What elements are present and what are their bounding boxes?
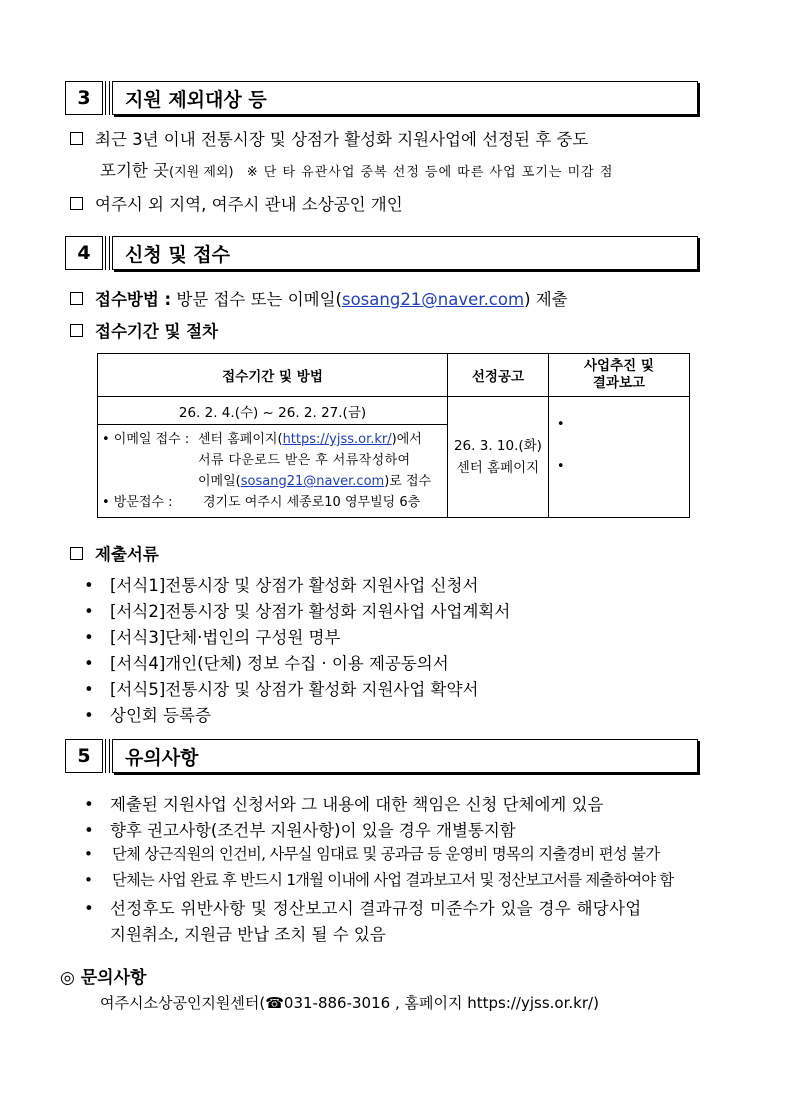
divider — [105, 236, 110, 270]
email-line-1 — [198, 429, 422, 450]
docs-heading — [70, 541, 159, 565]
square-bullet-icon — [70, 292, 83, 305]
submission-table — [97, 353, 690, 518]
contact-line: 여주시소상공인지원센터(☎031-886-3016 , 홈페이지 https://yjss.or.kr/) — [100, 994, 599, 1012]
list-item: • 향후 권고사항(조건부 지원사항)이 있을 경우 개별통지함 — [84, 821, 516, 840]
exclusion-item-1 — [70, 126, 588, 150]
list-item: • [서식3]단체·법인의 구성원 명부 — [84, 628, 341, 647]
exclusion-item-2 — [70, 191, 403, 215]
doc-text: [서식4]개인(단체) 정보 수집 · 이용 제공동의서 — [110, 654, 449, 673]
announcement-cell — [448, 397, 549, 518]
method-details — [98, 425, 447, 517]
text: 이메일( — [198, 474, 241, 489]
doc-text: [서식1]전통시장 및 상점가 활성화 지원사업 신청서 — [110, 576, 479, 595]
announce-date: 26. 3. 10.(화) — [453, 438, 542, 454]
doc-text: [서식2]전통시장 및 상점가 활성화 지원사업 사업계획서 — [110, 602, 511, 621]
item-text: 최근 3년 이내 전통시장 및 상점가 활성화 지원사업에 선정된 후 중도 — [95, 130, 589, 149]
text: )로 접수 — [384, 474, 432, 489]
email-link[interactable]: sosang21@naver.com — [341, 290, 525, 309]
divider — [105, 81, 110, 115]
exclusion-item-1-cont — [100, 157, 613, 181]
list-item: • 단체 상근직원의 인건비, 사무실 임대료 및 공과금 등 운영비 명목의 지출경비 편성 불가 — [84, 845, 660, 863]
note-text: 향후 권고사항(조건부 지원사항)이 있을 경우 개별통지함 — [110, 821, 516, 840]
table-header: 접수기간 및 방법 — [98, 354, 448, 397]
note-text: 단체 상근직원의 인건비, 사무실 임대료 및 공과금 등 운영비 명목의 지출경비 편성 불가 — [112, 845, 660, 863]
section-title: 유의사항 — [112, 739, 698, 773]
divider — [105, 739, 110, 773]
section-title: 신청 및 접수 — [112, 236, 698, 270]
method-cell — [98, 397, 448, 518]
table-header: 사업추진 및 결과보고 — [548, 354, 689, 397]
doc-text: [서식5]전통시장 및 상점가 활성화 지원사업 확약서 — [110, 680, 479, 699]
item-text: 여주시 외 지역, 여주시 관내 소상공인 개인 — [95, 195, 403, 214]
email-link[interactable]: sosang21@naver.com — [240, 474, 385, 489]
submission-method — [70, 286, 568, 310]
table-header: 선정공고 — [448, 354, 549, 397]
table-row — [98, 397, 690, 518]
text: )에서 — [391, 432, 422, 447]
period-text: 26. 2. 4.(수) ~ 26. 2. 27.(금) — [98, 397, 447, 425]
announce-place: 센터 홈페이지 — [456, 460, 540, 476]
method-text: 방문 접수 또는 이메일( — [176, 290, 342, 309]
list-item: • 단체는 사업 완료 후 반드시 1개월 이내에 사업 결과보고서 및 정산보고서를 제출하여야 함 — [84, 871, 674, 889]
item-note: ※ 단 타 유관사업 중복 선정 등에 따른 사업 포기는 미감 점 — [246, 165, 614, 180]
list-item: • [서식2]전통시장 및 상점가 활성화 지원사업 사업계획서 — [84, 602, 511, 621]
email-label: • 이메일 접수 : — [102, 432, 190, 447]
note-text: 선정후도 위반사항 및 정산보고시 결과규정 미준수가 있을 경우 해당사업 — [110, 899, 642, 918]
email-line-3 — [198, 471, 431, 492]
list-item: • [서식5]전통시장 및 상점가 활성화 지원사업 확약서 — [84, 680, 479, 699]
list-item: • [서식1]전통시장 및 상점가 활성화 지원사업 신청서 — [84, 576, 479, 595]
list-item: • 제출된 지원사업 신청서와 그 내용에 대한 책임은 신청 단체에게 있음 — [84, 795, 604, 814]
bullet: • — [556, 417, 565, 432]
square-bullet-icon — [70, 547, 83, 560]
section-number: 3 — [65, 81, 103, 115]
square-bullet-icon — [70, 197, 83, 210]
note-text: 지원취소, 지원금 반납 조치 될 수 있음 — [110, 925, 386, 944]
square-bullet-icon — [70, 324, 83, 337]
heading-text: 제출서류 — [95, 545, 159, 564]
email-line-2: 서류 다운로드 받은 후 서류작성하여 — [198, 453, 411, 468]
square-bullet-icon — [70, 132, 83, 145]
doc-text: 상인회 등록증 — [110, 706, 211, 725]
note-text: 제출된 지원사업 신청서와 그 내용에 대한 책임은 신청 단체에게 있음 — [110, 795, 604, 814]
item-paren: (지원 제외) — [169, 165, 234, 180]
bullet: • — [556, 459, 565, 474]
list-item-cont — [110, 921, 386, 945]
list-item: • 선정후도 위반사항 및 정산보고시 결과규정 미준수가 있을 경우 해당사업 — [84, 899, 642, 918]
section-number: 4 — [65, 236, 103, 270]
doc-text: [서식3]단체·법인의 구성원 명부 — [110, 628, 341, 647]
homepage-link[interactable]: https://yjss.or.kr/ — [282, 432, 392, 447]
table-header-row — [98, 354, 690, 397]
item-text: 포기한 곳 — [100, 161, 170, 180]
text: 센터 홈페이지( — [198, 432, 283, 447]
method-label: 접수방법 : — [95, 290, 172, 309]
heading-text: 접수기간 및 절차 — [95, 322, 219, 341]
visit-text: 경기도 여주시 세종로10 영무빌딩 6층 — [203, 495, 421, 510]
section-number: 5 — [65, 739, 103, 773]
method-text-end: ) 제출 — [524, 290, 568, 309]
list-item: • [서식4]개인(단체) 정보 수집 · 이용 제공동의서 — [84, 654, 449, 673]
section-title: 지원 제외대상 등 — [112, 81, 698, 115]
report-cell — [548, 397, 689, 518]
contact-heading: ◎ 문의사항 — [60, 968, 147, 988]
list-item: • 상인회 등록증 — [84, 706, 211, 725]
note-text: 단체는 사업 완료 후 반드시 1개월 이내에 사업 결과보고서 및 정산보고서를 제출하여야 함 — [112, 871, 674, 889]
period-heading — [70, 318, 218, 342]
visit-label: • 방문접수 : — [102, 495, 173, 510]
